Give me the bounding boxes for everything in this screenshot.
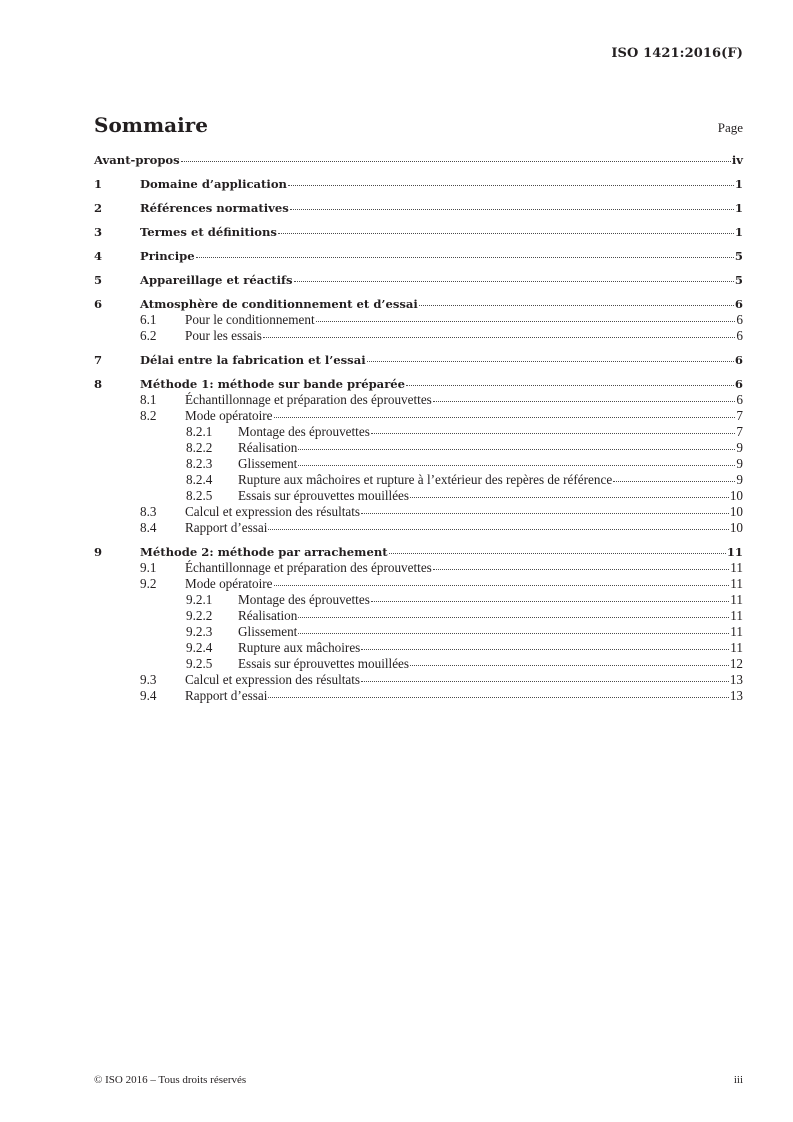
toc-entry-page: 7 (736, 408, 743, 423)
toc-entry-title: Glissement (238, 624, 298, 639)
dot-leader (410, 497, 729, 498)
toc-entry-number: 4 (94, 249, 103, 263)
dot-leader (367, 361, 734, 362)
dot-leader (288, 185, 734, 186)
toc-entry-number: 9.2.4 (186, 640, 213, 655)
toc-entry[interactable] (94, 488, 743, 504)
dot-leader (389, 553, 726, 554)
toc-page-column-label: Page (717, 120, 743, 135)
dot-leader (268, 697, 728, 698)
toc-entry-number: 8.2.1 (186, 424, 213, 439)
dot-leader (274, 585, 730, 586)
toc-entry-title: Atmosphère de conditionnement et d’essai (140, 297, 418, 311)
toc-entry-number: 9.2.2 (186, 608, 213, 623)
standard-reference: ISO 1421:2016(F) (611, 46, 743, 61)
toc-entry-number: 6.1 (140, 312, 157, 327)
dot-leader (298, 465, 735, 466)
toc-entry-number: 9 (94, 545, 103, 559)
toc-header (94, 113, 743, 137)
toc-entry-title: Méthode 2: méthode par arrachement (140, 545, 388, 559)
dot-leader (406, 385, 734, 386)
toc-entry-title: Références normatives (140, 201, 289, 215)
toc-entry-title: Méthode 1: méthode sur bande préparée (140, 377, 406, 391)
toc-entry-page: 6 (734, 297, 743, 311)
dot-leader (278, 233, 734, 234)
toc-entry-number: 6 (94, 297, 103, 311)
dot-leader (361, 649, 729, 650)
toc-entry-number: 8.2.5 (186, 488, 213, 503)
dot-leader (433, 569, 729, 570)
toc-entry-number: 9.2 (140, 576, 157, 591)
toc-entry-number: 8.3 (140, 504, 157, 519)
toc-entry[interactable] (94, 544, 743, 560)
dot-leader (263, 337, 735, 338)
toc-entry[interactable] (94, 200, 743, 216)
toc-entry[interactable] (94, 352, 743, 368)
toc-entry-number: 6.2 (140, 328, 157, 343)
dot-leader (181, 161, 731, 162)
toc-entry-title: Glissement (238, 456, 298, 471)
toc-entry-number: 9.2.5 (186, 656, 213, 671)
toc-entry-page: 1 (734, 225, 743, 239)
dot-leader (298, 633, 729, 634)
toc-entry-number: 8.1 (140, 392, 157, 407)
toc-entry[interactable] (94, 272, 743, 288)
toc-entry-page: 11 (726, 545, 743, 559)
toc-entry-title: Rapport d’essai (185, 520, 268, 535)
toc-entry[interactable] (94, 520, 743, 536)
toc-entry-page: 6 (734, 377, 743, 391)
page-number: iii (733, 1074, 743, 1086)
toc-entry-page: 6 (734, 353, 743, 367)
toc-entry-page: 10 (729, 520, 743, 535)
toc-entry-title: Délai entre la fabrication et l’essai (140, 353, 366, 367)
toc-entry-title: Échantillonnage et préparation des éprouvettes (185, 392, 432, 407)
toc-entry-title: Essais sur éprouvettes mouillées (238, 488, 410, 503)
toc-entry-number: 7 (94, 353, 103, 367)
toc-entry-title: Calcul et expression des résultats (185, 672, 361, 687)
toc-entry-number: 8.4 (140, 520, 157, 535)
toc-entry-number: 9.2.3 (186, 624, 213, 639)
dot-leader (268, 529, 728, 530)
toc-entry-page: 11 (730, 592, 743, 607)
toc-entry-page: 1 (734, 177, 743, 191)
toc-entry-page: 11 (730, 640, 743, 655)
toc-entry-page: 9 (736, 472, 743, 487)
dot-leader (361, 513, 729, 514)
toc-entry[interactable] (94, 560, 743, 576)
toc-entry-page: 9 (736, 440, 743, 455)
toc-entry-title: Mode opératoire (185, 408, 273, 423)
toc-entry-title: Réalisation (238, 608, 298, 623)
toc-entry-page: 5 (734, 273, 743, 287)
toc-entry-title: Calcul et expression des résultats (185, 504, 361, 519)
toc-entry-page: 13 (729, 672, 743, 687)
toc-entry-page: 13 (729, 688, 743, 703)
toc-entry[interactable] (94, 672, 743, 688)
dot-leader (371, 601, 729, 602)
toc-entry[interactable] (94, 376, 743, 392)
toc-entry-page: 10 (729, 504, 743, 519)
dot-leader (410, 665, 729, 666)
toc-entry-page: 1 (734, 201, 743, 215)
toc-entry-page: 5 (734, 249, 743, 263)
toc-entry[interactable] (94, 440, 743, 456)
toc-entry[interactable] (94, 312, 743, 328)
toc-entry[interactable] (94, 296, 743, 312)
toc-entry[interactable] (94, 640, 743, 656)
toc-entry[interactable] (94, 456, 743, 472)
toc-entry-title: Pour le conditionnement (185, 312, 315, 327)
toc-entry[interactable] (94, 224, 743, 240)
toc-entry-page: 6 (736, 328, 743, 343)
toc-entry[interactable] (94, 424, 743, 440)
toc-entry-number: 2 (94, 201, 103, 215)
toc-entry-title: Avant-propos (94, 153, 180, 167)
toc-entry-page: 6 (736, 312, 743, 327)
toc-entry-number: 9.3 (140, 672, 157, 687)
toc-entry-page: 11 (730, 624, 743, 639)
toc-entry-title: Mode opératoire (185, 576, 273, 591)
toc-entry[interactable] (94, 592, 743, 608)
toc-entry-title: Montage des éprouvettes (238, 592, 370, 607)
table-of-contents (94, 152, 743, 704)
toc-entry[interactable] (94, 328, 743, 344)
toc-entry[interactable] (94, 656, 743, 672)
toc-entry-number: 8.2.4 (186, 472, 213, 487)
toc-entry-page: 10 (729, 488, 743, 503)
dot-leader (274, 417, 736, 418)
toc-entry-number: 8.2.2 (186, 440, 213, 455)
dot-leader (613, 481, 735, 482)
toc-title: Sommaire (94, 113, 208, 137)
toc-entry[interactable] (94, 472, 743, 488)
toc-entry-title: Rupture aux mâchoires (238, 640, 361, 655)
toc-entry-page: 9 (736, 456, 743, 471)
toc-entry[interactable] (94, 408, 743, 424)
dot-leader (294, 281, 734, 282)
dot-leader (361, 681, 729, 682)
page-footer (94, 1074, 743, 1086)
toc-entry-title: Rapport d’essai (185, 688, 268, 703)
toc-entry-page: 11 (730, 576, 743, 591)
toc-entry-number: 1 (94, 177, 103, 191)
toc-entry-title: Échantillonnage et préparation des éprouvettes (185, 560, 432, 575)
toc-entry-page: 6 (736, 392, 743, 407)
toc-entry-number: 9.1 (140, 560, 157, 575)
toc-entry-title: Réalisation (238, 440, 298, 455)
toc-entry[interactable] (94, 688, 743, 704)
toc-entry-page: 11 (730, 608, 743, 623)
toc-entry-title: Termes et définitions (140, 225, 277, 239)
toc-entry-number: 8.2 (140, 408, 157, 423)
dot-leader (371, 433, 736, 434)
toc-entry-title: Appareillage et réactifs (140, 273, 293, 287)
copyright-notice: © ISO 2016 – Tous droits réservés (94, 1074, 247, 1086)
toc-entry-number: 9.4 (140, 688, 157, 703)
toc-entry-title: Rupture aux mâchoires et rupture à l’extérieur des repères de référence (238, 472, 613, 487)
toc-entry-number: 3 (94, 225, 103, 239)
dot-leader (419, 305, 734, 306)
toc-entry-number: 5 (94, 273, 103, 287)
toc-entry-number: 9.2.1 (186, 592, 213, 607)
dot-leader (298, 617, 729, 618)
toc-entry[interactable] (94, 608, 743, 624)
toc-entry-page: 7 (736, 424, 743, 439)
toc-entry[interactable] (94, 504, 743, 520)
toc-entry-title: Domaine d’application (140, 177, 287, 191)
toc-entry-title: Montage des éprouvettes (238, 424, 370, 439)
toc-entry[interactable] (94, 624, 743, 640)
dot-leader (316, 321, 736, 322)
toc-entry-title: Essais sur éprouvettes mouillées (238, 656, 410, 671)
toc-entry-page: iv (731, 153, 743, 167)
toc-entry-page: 12 (729, 656, 743, 671)
toc-entry[interactable] (94, 576, 743, 592)
toc-entry[interactable] (94, 248, 743, 264)
dot-leader (298, 449, 735, 450)
toc-entry[interactable] (94, 176, 743, 192)
dot-leader (433, 401, 736, 402)
toc-entry-number: 8.2.3 (186, 456, 213, 471)
dot-leader (196, 257, 734, 258)
toc-entry-number: 8 (94, 377, 103, 391)
toc-entry-title: Pour les essais (185, 328, 262, 343)
dot-leader (290, 209, 734, 210)
toc-entry[interactable] (94, 152, 743, 168)
toc-entry-title: Principe (140, 249, 195, 263)
toc-entry-page: 11 (730, 560, 743, 575)
toc-entry[interactable] (94, 392, 743, 408)
